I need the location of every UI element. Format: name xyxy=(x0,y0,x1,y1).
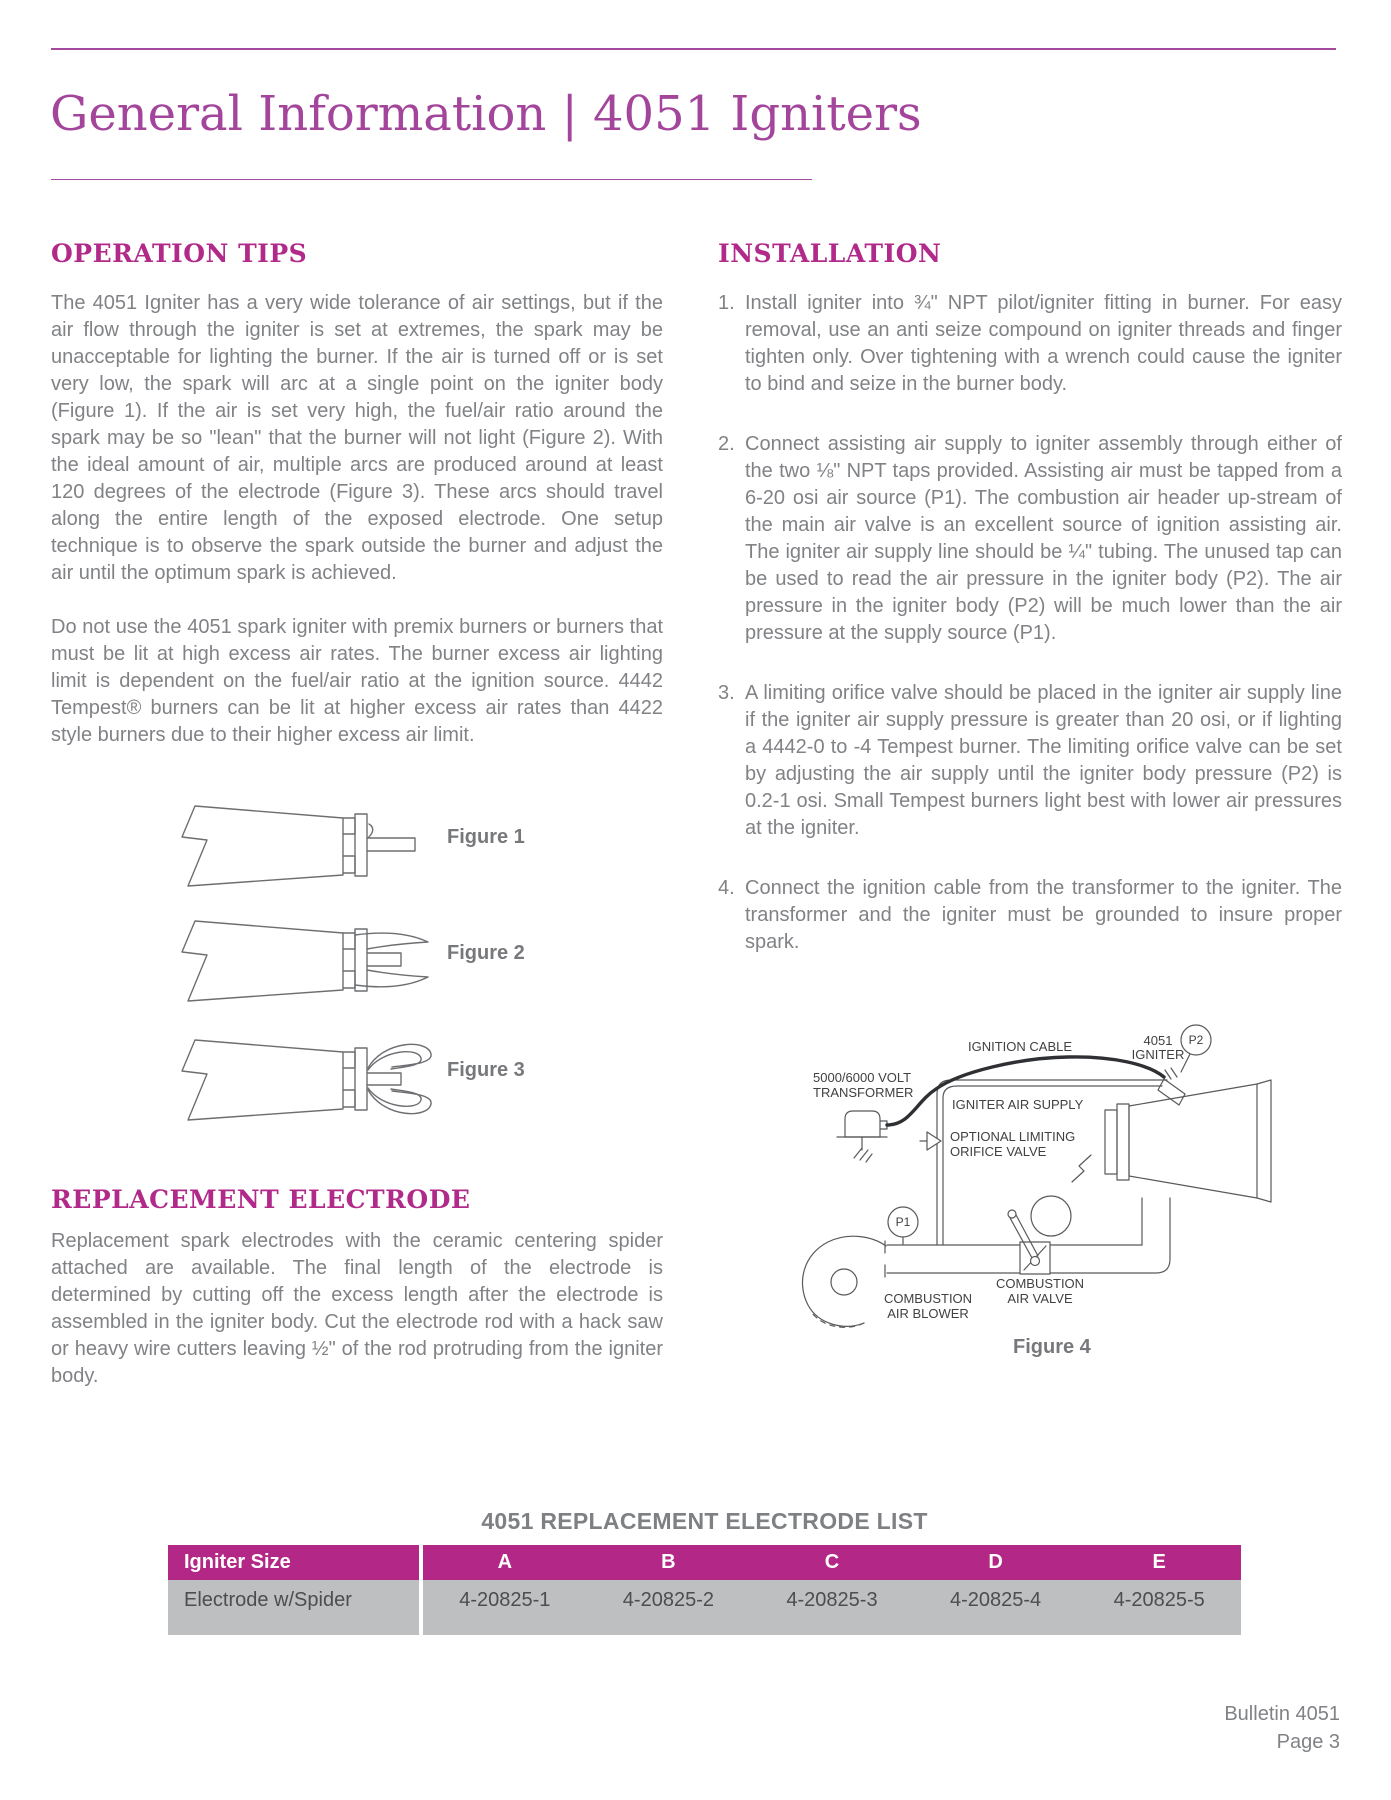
table-title: 4051 REPLACEMENT ELECTRODE LIST xyxy=(481,1508,928,1534)
table-header-e: E xyxy=(1077,1545,1241,1580)
blower-label-line1: COMBUSTION xyxy=(883,1291,973,1306)
igniter-label-line2: IGNITER xyxy=(1131,1047,1185,1062)
replacement-electrode-heading: REPLACEMENT ELECTRODE xyxy=(51,1185,471,1214)
table-cell-size-b: 4-20825-2 xyxy=(587,1580,751,1635)
operation-tips-paragraph-1: The 4051 Igniter has a very wide tolerance of air settings, but if the air flow through the igniter is set at extremes, the spark may be unacceptable for lighting the burner. If the air is turned off or is set very low, the spark will arc at a single point on the igniter body (Figure 1). If the air is set very high, the fuel/air ratio around the spark may be so "lean" that the burner will not light (Figure 2). With the ideal amount of air, multiple arcs are produced around at least 120 degrees of the electrode (Figure 3). These arcs should travel along the entire length of the exposed electrode. One setup technique is to observe the spark outside the burner and adjust the air until the optimum spark is achieved. xyxy=(51,292,663,584)
igniter-air-supply-label: IGNITER AIR SUPPLY xyxy=(952,1097,1084,1112)
figure1-label: Figure 1 xyxy=(447,826,525,848)
page-title: General Information | 4051 Igniters xyxy=(50,86,922,142)
page-footer xyxy=(1224,1700,1340,1756)
ignition-cable-label: IGNITION CABLE xyxy=(968,1039,1073,1054)
installation-step-1 xyxy=(718,290,1342,398)
replacement-electrode-table xyxy=(168,1508,1241,1635)
table-cell-size-e: 4-20825-5 xyxy=(1077,1580,1241,1635)
figure3-label: Figure 3 xyxy=(447,1059,525,1081)
p1-gauge-label: P1 xyxy=(895,1215,911,1229)
step-number: 1. xyxy=(718,292,735,314)
installation-step-4 xyxy=(718,875,1342,956)
installation-steps-list xyxy=(718,290,1342,956)
step-text: A limiting orifice valve should be placed in the igniter air supply line if the igniter air supply pressure is greater than 20 osi, or if lighting a 4442-0 to -4 Tempest burner. The limiting orifice valve can be set by adjusting the air supply until the igniter body pressure (P2) is 0.2-1 osi. Small Tempest burners light best with lower air pressures at the igniter. xyxy=(745,682,1342,839)
table-cell-size-a: 4-20825-1 xyxy=(423,1580,587,1635)
table-cell-size-c: 4-20825-3 xyxy=(750,1580,914,1635)
transformer-label-line1: 5000/6000 VOLT xyxy=(813,1070,912,1085)
figure4-label: Figure 4 xyxy=(1013,1336,1091,1358)
figure2-igniter-lean-arc-drawing xyxy=(168,913,458,1008)
step-number: 2. xyxy=(718,433,735,455)
table-header-a: A xyxy=(423,1545,587,1580)
figure4-drawing xyxy=(760,1000,1350,1360)
installation-section xyxy=(718,240,1342,989)
table-header-b: B xyxy=(587,1545,751,1580)
replacement-electrode-paragraph: Replacement spark electrodes with the ceramic centering spider attached are available. The final length of the electrode is determined by cutting off the excess length after the electrode is assembled in the igniter body. Cut the electrode rod with a hack saw or heavy wire cutters leaving ½" of the rod protruding from the igniter body. xyxy=(51,1230,663,1387)
footer-bulletin: Bulletin 4051 xyxy=(1224,1703,1340,1725)
step-number: 3. xyxy=(718,682,735,704)
figure2-label: Figure 2 xyxy=(447,942,525,964)
figure3-igniter-multiple-arc-drawing xyxy=(168,1028,458,1133)
footer-page-number: Page 3 xyxy=(1276,1731,1340,1753)
table-cell-size-d: 4-20825-4 xyxy=(914,1580,1078,1635)
operation-tips-section xyxy=(51,240,663,776)
table-cell-part-name: Electrode w/Spider xyxy=(168,1580,419,1635)
air-valve-label-line2: AIR VALVE xyxy=(1007,1291,1073,1306)
title-underline-rule xyxy=(51,179,812,180)
table-header-row xyxy=(168,1545,1241,1580)
operation-tips-heading: OPERATION TIPS xyxy=(51,239,308,268)
installation-step-2 xyxy=(718,431,1342,647)
igniter-label-line1: 4051 xyxy=(1143,1033,1173,1048)
step-number: 4. xyxy=(718,877,735,899)
figure1-igniter-single-arc-drawing xyxy=(168,798,458,893)
limiting-orifice-label-line1: OPTIONAL LIMITING xyxy=(950,1129,1076,1144)
p2-gauge-label: P2 xyxy=(1188,1033,1204,1047)
air-valve-label-line1: COMBUSTION xyxy=(995,1276,1085,1291)
step-text: Connect the ignition cable from the transformer to the igniter. The transformer and the igniter must be grounded to insure proper spark. xyxy=(745,877,1342,953)
installation-step-3 xyxy=(718,680,1342,842)
table-row xyxy=(168,1580,1241,1635)
operation-tips-paragraph-2: Do not use the 4051 spark igniter with premix burners or burners that must be lit at high excess air rates. The burner excess air lighting limit is dependent on the fuel/air ratio at the ignition source. 4442 Tempest® burners can be lit at higher excess air rates than 4422 style burners due to their higher excess air limit. xyxy=(51,616,663,746)
top-rule xyxy=(51,48,1336,50)
table-header-c: C xyxy=(750,1545,914,1580)
figure4-piping-schematic xyxy=(760,1000,1350,1360)
step-text: Connect assisting air supply to igniter assembly through either of the two ⅛" NPT taps provided. Assisting air must be tapped from a 6-20 osi air source (P1). The combustion air header up-stream of the main air valve is an excellent source of ignition assisting air. The igniter air supply line should be ¼" tubing. The unused tap can be used to read the air pressure in the igniter body (P2). The air pressure in the igniter body (P2) will be much lower than the air pressure at the supply source (P1). xyxy=(745,433,1342,644)
installation-heading: INSTALLATION xyxy=(718,239,942,268)
table-header-igniter-size: Igniter Size xyxy=(168,1545,419,1580)
step-text: Install igniter into ¾" NPT pilot/igniter fitting in burner. For easy removal, use an anti seize compound on igniter threads and finger tighten only. Over tightening with a wrench could cause the igniter to bind and seize in the burner body. xyxy=(745,292,1342,395)
replacement-electrode-section xyxy=(51,1228,663,1417)
blower-label-line2: AIR BLOWER xyxy=(887,1306,969,1321)
table-header-d: D xyxy=(914,1545,1078,1580)
transformer-label-line2: TRANSFORMER xyxy=(813,1085,914,1100)
limiting-orifice-label-line2: ORIFICE VALVE xyxy=(950,1144,1047,1159)
